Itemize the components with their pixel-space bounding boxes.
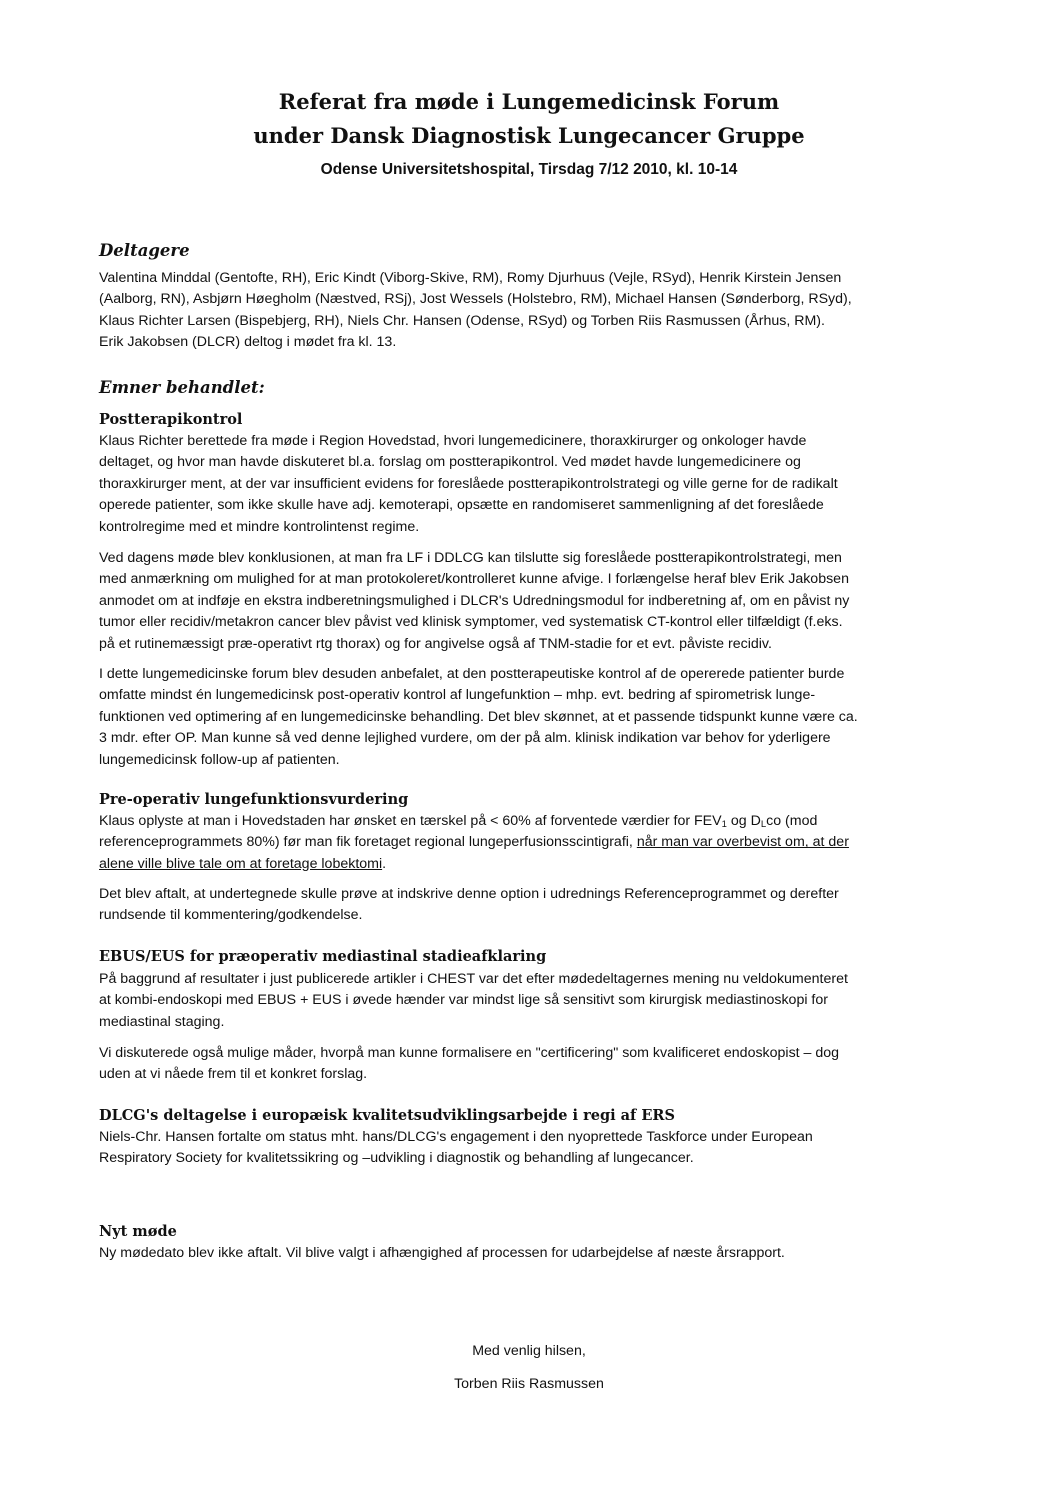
preop-heading: Pre-operativ lungefunktionsvurdering	[99, 791, 409, 808]
text-line: mediastinal staging.	[99, 1013, 225, 1030]
text-line: Ny mødedato blev ikke aftalt. Vil blive valgt i afhængighed af processen for udarbejdelse af næste årsrapport.	[99, 1245, 785, 1261]
title-line-2: under Dansk Diagnostisk Lungecancer Gruppe	[253, 123, 805, 148]
text-line: Respiratory Society for kvalitetssikring og –udvikling i diagnostik og behandling af lungecancer.	[99, 1150, 694, 1167]
text-line: I dette lungemedicinske forum blev desuden anbefalet, at den postterapeutiske kontrol af de opererede patienter burde	[99, 666, 845, 682]
text-line: uden at vi nåede frem til et konkret forslag.	[99, 1066, 368, 1083]
preop-paragraph-2	[99, 884, 971, 927]
text-line: Niels-Chr. Hansen fortalte om status mht. hans/DLCG's engagement i den nyoprettede Taskforce under European	[99, 1129, 813, 1145]
underlined-text: alene ville blive tale om at foretage lobektomi	[99, 855, 383, 872]
text-line: Klaus Richter Larsen (Bispebjerg, RH), Niels Chr. Hansen (Odense, RSyd) og Torben Riis Rasmussen (Århus, RM).	[99, 312, 825, 329]
text-line: Erik Jakobsen (DLCR) deltog i mødet fra kl. 13.	[99, 334, 397, 351]
ebus-heading: EBUS/EUS for præoperativ mediastinal stadieafklaring	[99, 948, 547, 965]
text-line: operede patienter, som ikke skulle have adj. kemoterapi, opsætte en randomiseret sammenligning af det foreslåede	[99, 497, 824, 514]
text-line: Klaus oplyste at man i Hovedstaden har ønsket en tærskel på < 60% af forventede værdier for $FEV_1$ og $D_Lco$ (mod	[99, 813, 818, 830]
text-line: Klaus Richter berettede fra møde i Region Hovedstad, hvori lungemedicinere, thoraxkirurger og onkologer havde	[99, 433, 807, 449]
text-line: alene ville blive tale om at foretage lobektomi.	[99, 855, 387, 872]
meeting-subtitle: Odense Universitetshospital, Tirsdag 7/12 2010, kl. 10-14	[320, 161, 738, 178]
text-line: Vi diskuterede også mulige måder, hvorpå man kunne formalisere en "certificering" som kvalificeret endoskopist – dog	[99, 1045, 840, 1061]
text-line: deltaget, og hvor man havde diskuteret bl.a. forslag om postterapikontrol. Ved mødet havde lungemedicinere og	[99, 454, 801, 471]
text-line: omfatte mindst én lungemedicinsk post-operativ kontrol af lungefunktion – mhp. evt. bedring af spirometrisk lunge-	[99, 687, 816, 704]
text-line: kontrolregime med et mindre kontrolintenst regime.	[99, 518, 420, 535]
text-line: På baggrund af resultater i just publicerede artikler i CHEST var det efter mødedeltagernes mening nu veldokumenteret	[99, 971, 848, 987]
text-line: lungemedicinsk follow-up af patienten.	[99, 751, 340, 768]
text-line: Det blev aftalt, at undertegnede skulle prøve at indskrive denne option i udrednings Referenceprogrammet og derefter	[99, 886, 839, 902]
signature-name: Torben Riis Rasmussen	[454, 1376, 604, 1392]
title-line-1: Referat fra møde i Lungemedicinsk Forum	[278, 89, 780, 114]
text-line: tumor eller recidiv/metakron cancer blev påvist ved klinisk symptomer, ved systematisk CT-kontrol eller tilfældigt (f.eks.	[99, 614, 843, 631]
ers-paragraph	[99, 1127, 971, 1170]
text-line: rundsende til kommentering/godkendelse.	[99, 907, 363, 924]
postterapi-paragraph-1	[99, 431, 971, 538]
underlined-text: når man var overbevist om, at der	[636, 834, 849, 851]
text-line: Valentina Minddal (Gentofte, RH), Eric Kindt (Viborg-Skive, RM), Romy Djurhuus (Vejle, RSyd), Henrik Kirstein Jensen	[99, 270, 842, 286]
ers-heading: DLCG's deltagelse i europæisk kvalitetsudviklingsarbejde i regi af ERS	[99, 1107, 675, 1124]
text-line: anmodet om at indføje en ekstra indberetningsmulighed i DLCR's Udredningsmodul for indberetning af, om en påvist ny	[99, 592, 850, 609]
ebus-paragraph-2	[99, 1043, 971, 1086]
text-line: (Aalborg, RN), Asbjørn Høegholm (Næstved, RSj), Jost Wessels (Holstebro, RM), Michael Hansen (Sønderborg, RSyd),	[99, 291, 852, 308]
ebus-paragraph-1	[99, 969, 971, 1033]
text-line: referenceprogrammets 80%) før man fik foretaget regional lungeperfusionsscintigrafi, når man var overbevist om, at der	[99, 834, 849, 851]
postterapi-heading: Postterapikontrol	[99, 411, 243, 428]
postterapi-paragraph-3	[99, 664, 971, 771]
nyt-mode-heading: Nyt møde	[99, 1223, 177, 1240]
text-line: med anmærkning om mulighed for at man protokoleret/kontrolleret kunne afvige. I forlængelse heraf blev Erik Jakobsen	[99, 571, 849, 588]
text-line: funktionen ved optimering af en lungemedicinske behandling. Det blev skønnet, at et passende tidspunkt kunne være ca.	[99, 708, 858, 725]
text-line: på et rutinemæssigt præ-operativt rtg thorax) og for angivelse også af TNM-stadie for et evt. påviste recidiv.	[99, 635, 772, 652]
emner-heading: Emner behandlet:	[99, 378, 265, 397]
text-line: at kombi-endoskopi med EBUS + EUS i øvede hænder var mindst lige så sensitivt som kirurgisk mediastinoskopi for	[99, 992, 828, 1009]
preop-paragraph-1	[99, 811, 971, 875]
deltagere-paragraph	[99, 268, 971, 354]
postterapi-paragraph-2	[99, 548, 971, 655]
nyt-mode-paragraph	[99, 1243, 971, 1264]
closing-greeting: Med venlig hilsen,	[472, 1343, 586, 1359]
deltagere-heading: Deltagere	[99, 241, 190, 260]
text-line: Ved dagens møde blev konklusionen, at man fra LF i DDLCG kan tilslutte sig foreslåede postterapikontrolstrategi, men	[99, 550, 842, 566]
text-line: 3 mdr. efter OP. Man kunne så ved denne lejlighed vurdere, om der på alm. klinisk indikation var behov for yderligere	[99, 730, 831, 747]
text-line: thoraxkirurger ment, at der var insufficient evidens for foreslåede postterapikontrolstrategi og ville gerne for de radikalt	[99, 475, 838, 492]
